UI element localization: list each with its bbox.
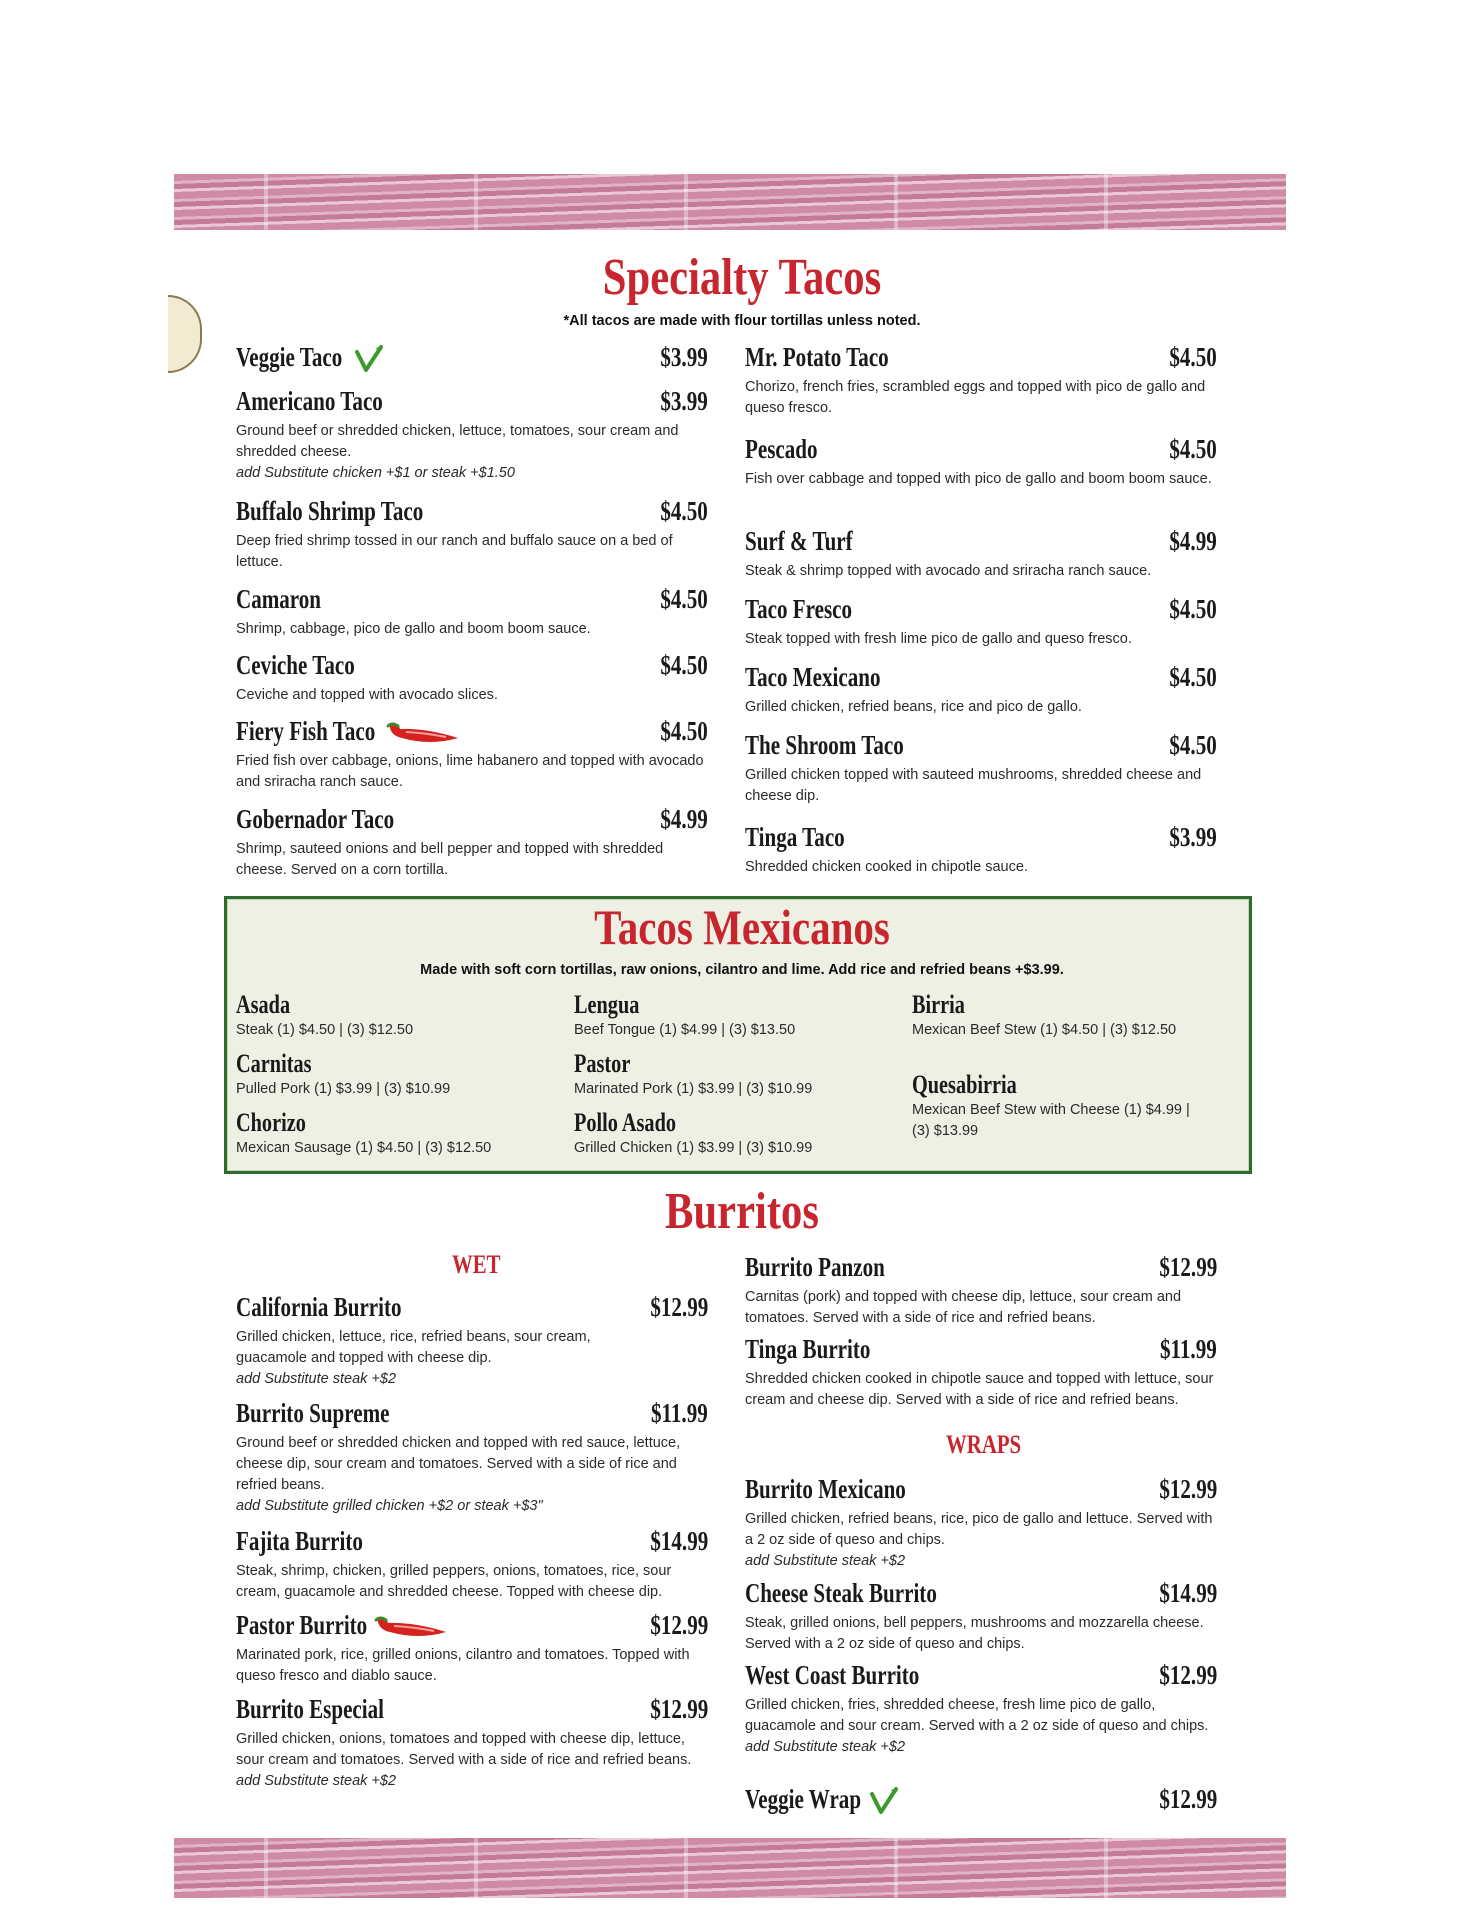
tacos-mexicanos-note: Made with soft corn tortillas, raw onions, cilantro and lime. Add rice and refried beans +$3.99.	[420, 962, 1064, 978]
item-description: Grilled chicken, fries, shredded cheese, fresh lime pico de gallo, guacamole and sour cream. Served with a 2 oz side of queso and chips.	[745, 1697, 1209, 1734]
tacos-mexicanos-title: Tacos Mexicanos	[594, 899, 890, 955]
menu-item	[745, 1784, 1217, 1818]
item-addon: add Substitute grilled chicken +$2 or steak +$3"	[236, 1498, 543, 1514]
item-description: Shredded chicken cooked in chipotle sauce.	[745, 859, 1028, 875]
item-description: Shrimp, sauteed onions and bell pepper and topped with shredded cheese. Served on a corn tortilla.	[236, 841, 664, 878]
item-description: Steak & shrimp topped with avocado and sriracha ranch sauce.	[745, 563, 1152, 579]
item-name: Pastor Burrito	[236, 1610, 368, 1640]
mex-item	[236, 990, 546, 1041]
item-name: Pescado	[745, 434, 818, 464]
item-description: Grilled chicken, refried beans, rice, pico de gallo and lettuce. Served with a 2 oz side of queso and chips.	[745, 1511, 1213, 1548]
item-name: Cheese Steak Burrito	[745, 1578, 937, 1608]
item-description: Steak (1) $4.50 | (3) $12.50	[236, 1022, 414, 1038]
item-name: Fiery Fish Taco	[236, 716, 376, 746]
bottom-wood-banner	[174, 1838, 1286, 1898]
item-description: Marinated Pork (1) $3.99 | (3) $10.99	[574, 1081, 813, 1097]
leaf-icon	[869, 1786, 899, 1816]
mex-item	[912, 1070, 1192, 1142]
item-addon: add Substitute steak +$2	[236, 1773, 397, 1789]
mex-item	[912, 990, 1192, 1041]
menu-item	[236, 1292, 708, 1389]
item-price: $12.99	[1159, 1252, 1217, 1282]
item-name: Fajita Burrito	[236, 1526, 363, 1556]
item-description: Shrimp, cabbage, pico de gallo and boom boom sauce.	[236, 621, 591, 637]
item-price: $4.50	[660, 496, 708, 526]
item-price: $12.99	[1159, 1784, 1217, 1814]
item-price: $4.50	[1169, 594, 1217, 624]
menu-item	[745, 1252, 1217, 1329]
item-name: Ceviche Taco	[236, 650, 355, 680]
menu-item	[236, 1398, 708, 1516]
item-addon: add Substitute steak +$2	[745, 1739, 906, 1755]
item-name: Taco Fresco	[745, 594, 853, 624]
menu-item	[236, 804, 708, 881]
specialty-tacos-title: Specialty Tacos	[602, 249, 882, 306]
burritos-title: Burritos	[665, 1183, 819, 1240]
item-name: West Coast Burrito	[745, 1660, 920, 1690]
item-name: Taco Mexicano	[745, 662, 881, 692]
item-description: Shredded chicken cooked in chipotle sauce and topped with lettuce, sour cream and cheese dip. Served with a side of rice and refried beans.	[745, 1371, 1214, 1408]
item-description: Grilled chicken topped with sauteed mushrooms, shredded cheese and cheese dip.	[745, 767, 1202, 804]
item-price: $3.99	[660, 386, 708, 416]
menu-item	[236, 1610, 708, 1687]
menu-item	[236, 1526, 708, 1603]
menu-item	[745, 822, 1217, 878]
menu-item	[745, 1578, 1217, 1655]
wet-heading: WET	[452, 1250, 501, 1279]
item-description: Grilled chicken, lettuce, rice, refried beans, sour cream, guacamole and topped with cheese dip.	[236, 1329, 591, 1366]
item-description: Mexican Beef Stew with Cheese (1) $4.99 | (3) $13.99	[912, 1102, 1190, 1139]
menu-item	[236, 1694, 708, 1791]
menu-item	[745, 730, 1217, 807]
item-description: Carnitas (pork) and topped with cheese dip, lettuce, sour cream and tomatoes. Served with a side of rice and refried beans.	[745, 1289, 1182, 1326]
item-name: Burrito Mexicano	[745, 1474, 906, 1504]
item-price: $4.50	[1169, 434, 1217, 464]
menu-item	[745, 662, 1217, 718]
item-description: Beef Tongue (1) $4.99 | (3) $13.50	[574, 1022, 796, 1038]
item-description: Chorizo, french fries, scrambled eggs and topped with pico de gallo and queso fresco.	[745, 379, 1206, 416]
specialty-tacos-note: *All tacos are made with flour tortillas unless noted.	[563, 313, 921, 329]
item-name: Tinga Burrito	[745, 1334, 871, 1364]
item-addon: add Substitute steak +$2	[745, 1553, 906, 1569]
item-price: $4.50	[660, 584, 708, 614]
leaf-icon	[354, 344, 384, 374]
item-description: Grilled chicken, refried beans, rice and pico de gallo.	[745, 699, 1082, 715]
menu-item	[745, 1334, 1217, 1411]
item-price: $4.50	[1169, 342, 1217, 372]
item-description: Ceviche and topped with avocado slices.	[236, 687, 498, 703]
item-description: Steak, grilled onions, bell peppers, mushrooms and mozzarella cheese. Served with a 2 oz side of queso and chips.	[745, 1615, 1204, 1652]
item-name: Mr. Potato Taco	[745, 342, 889, 372]
item-name: The Shroom Taco	[745, 730, 904, 760]
item-name: Americano Taco	[236, 386, 383, 416]
item-price: $12.99	[650, 1610, 708, 1640]
item-name: Birria	[912, 990, 965, 1019]
item-name: Pastor	[574, 1049, 631, 1078]
item-price: $4.50	[1169, 662, 1217, 692]
item-name: Lengua	[574, 990, 640, 1019]
item-price: $4.99	[660, 804, 708, 834]
item-description: Mexican Sausage (1) $4.50 | (3) $12.50	[236, 1140, 492, 1156]
menu-item	[236, 716, 708, 793]
item-description: Pulled Pork (1) $3.99 | (3) $10.99	[236, 1081, 451, 1097]
item-name: Camaron	[236, 584, 322, 614]
item-price: $14.99	[1159, 1578, 1217, 1608]
menu-item	[236, 342, 708, 376]
menu-item	[236, 650, 708, 706]
wraps-heading: WRAPS	[946, 1430, 1022, 1459]
menu-item	[745, 1660, 1217, 1757]
item-description: Mexican Beef Stew (1) $4.50 | (3) $12.50	[912, 1022, 1177, 1038]
pepper-icon	[374, 1614, 448, 1640]
menu-item	[745, 1474, 1217, 1571]
item-description: Grilled Chicken (1) $3.99 | (3) $10.99	[574, 1140, 813, 1156]
item-name: Tinga Taco	[745, 822, 845, 852]
item-description: Steak, shrimp, chicken, grilled peppers, onions, tomatoes, rice, sour cream, guacamole and shredded cheese. Topped with cheese dip.	[236, 1563, 672, 1600]
menu-item	[236, 496, 708, 573]
item-description: Grilled chicken, onions, tomatoes and topped with cheese dip, lettuce, sour cream and tomatoes. Served with a side of rice and refried beans.	[236, 1731, 692, 1768]
item-name: Burrito Supreme	[236, 1398, 390, 1428]
item-price: $3.99	[1169, 822, 1217, 852]
mex-item	[574, 990, 884, 1041]
item-description: Marinated pork, rice, grilled onions, cilantro and tomatoes. Topped with queso fresco and diablo sauce.	[236, 1647, 690, 1684]
item-price: $4.99	[1169, 526, 1217, 556]
item-name: Buffalo Shrimp Taco	[236, 496, 424, 526]
pepper-icon	[386, 720, 460, 746]
item-name: Surf & Turf	[745, 526, 853, 556]
item-name: Gobernador Taco	[236, 804, 395, 834]
item-name: Veggie Wrap	[745, 1784, 862, 1814]
mex-item	[574, 1108, 884, 1159]
menu-item	[745, 342, 1217, 419]
item-name: Burrito Especial	[236, 1694, 385, 1724]
item-description: Ground beef or shredded chicken, lettuce, tomatoes, sour cream and shredded cheese.	[236, 423, 679, 460]
item-name: Pollo Asado	[574, 1108, 676, 1137]
mex-item	[236, 1108, 546, 1159]
item-price: $11.99	[1160, 1334, 1217, 1364]
item-price: $3.99	[660, 342, 708, 372]
item-price: $12.99	[1159, 1660, 1217, 1690]
menu-item	[745, 594, 1217, 650]
mex-item	[574, 1049, 884, 1100]
item-price: $11.99	[651, 1398, 708, 1428]
item-price: $12.99	[1159, 1474, 1217, 1504]
item-price: $4.50	[660, 650, 708, 680]
item-name: Asada	[236, 990, 291, 1019]
menu-item	[745, 526, 1217, 582]
item-price: $14.99	[650, 1526, 708, 1556]
menu-item	[745, 434, 1217, 490]
item-name: California Burrito	[236, 1292, 402, 1322]
mex-item	[236, 1049, 546, 1100]
item-description: Fish over cabbage and topped with pico de gallo and boom boom sauce.	[745, 471, 1212, 487]
item-price: $12.99	[650, 1292, 708, 1322]
item-name: Quesabirria	[912, 1070, 1017, 1099]
item-name: Burrito Panzon	[745, 1252, 885, 1282]
menu-item	[236, 386, 708, 483]
item-price: $12.99	[650, 1694, 708, 1724]
item-description: Deep fried shrimp tossed in our ranch and buffalo sauce on a bed of lettuce.	[236, 533, 673, 570]
item-addon: add Substitute chicken +$1 or steak +$1.50	[236, 465, 515, 481]
item-name: Chorizo	[236, 1108, 306, 1137]
item-price: $4.50	[1169, 730, 1217, 760]
item-price: $4.50	[660, 716, 708, 746]
item-name: Carnitas	[236, 1049, 312, 1078]
item-name: Veggie Taco	[236, 342, 343, 372]
item-description: Steak topped with fresh lime pico de gallo and queso fresco.	[745, 631, 1132, 647]
item-addon: add Substitute steak +$2	[236, 1371, 397, 1387]
top-wood-banner	[174, 174, 1286, 230]
item-description: Fried fish over cabbage, onions, lime habanero and topped with avocado and sriracha ranch sauce.	[236, 753, 704, 790]
menu-item	[236, 584, 708, 640]
item-description: Ground beef or shredded chicken and topped with red sauce, lettuce, cheese dip, sour cream and tomatoes. Served with a side of rice and refried beans.	[236, 1435, 681, 1493]
